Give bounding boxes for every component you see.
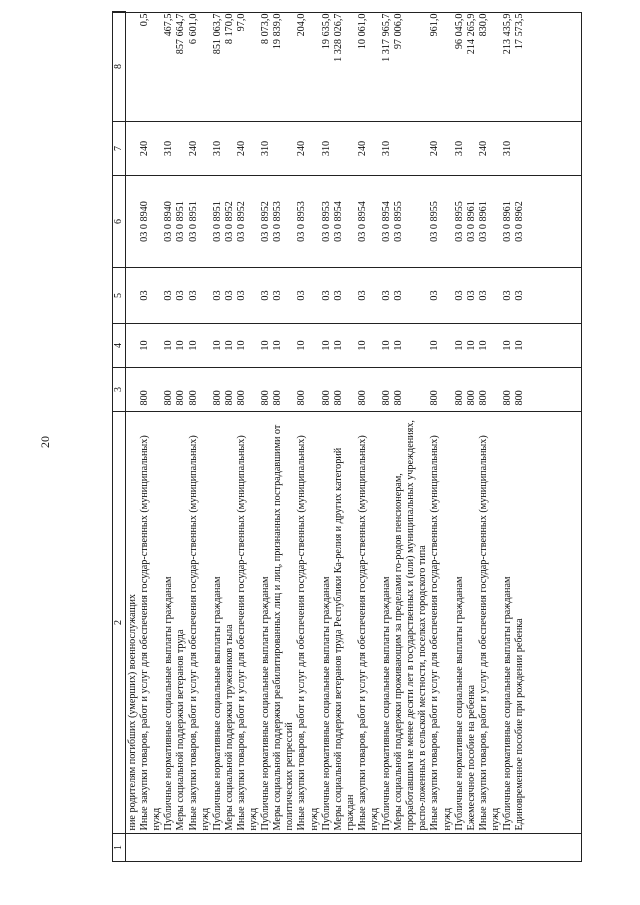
row-subsection-cell: 03: [477, 290, 489, 301]
row-amount-cell: 97 006,0: [393, 13, 405, 50]
row-target-code-cell: 03 0 8955: [453, 201, 465, 242]
row-subsection-cell: 03: [272, 290, 284, 301]
row-target-code-cell: 03 0 8951: [211, 201, 223, 242]
row-amount-cell: 851 063,7: [211, 13, 223, 55]
row-name-cell: Иные закупки товаров, работ и услуг для обеспечения государ-ственных (муниципальных) нужд: [296, 435, 320, 831]
row-subsection-cell: 03: [223, 290, 235, 301]
row-section-cell: 10: [296, 340, 308, 351]
row-admin-code-cell: 800: [393, 390, 405, 406]
row-name-cell: Иные закупки товаров, работ и услуг для обеспечения государ-ственных (муниципальных) нужд: [139, 435, 163, 831]
row-number-cell: [321, 834, 333, 862]
row-admin-code-cell: 800: [223, 390, 235, 406]
row-subsection-cell: 03: [320, 290, 332, 301]
row-section-cell: 10: [453, 340, 465, 351]
row-number-cell: [381, 834, 393, 862]
row-number-cell: [454, 834, 466, 862]
row-target-code-cell: 03 0 8953: [272, 201, 284, 242]
row-target-code-cell: 03 0 8955: [393, 201, 405, 242]
header-cell-1: 1: [113, 834, 126, 862]
row-section-cell: 10: [175, 340, 187, 351]
row-target-code-cell: 03 0 8952: [223, 201, 235, 242]
table-body: [126, 12, 527, 862]
header-cell-5: 5: [113, 268, 126, 324]
row-name-cell: Публичные нормативные социальные выплаты гражданам: [163, 576, 175, 831]
row-section-cell: 10: [477, 340, 489, 351]
row-name-cell: Меры социальной поддержки ветеранов труда: [175, 629, 187, 831]
table-row: [478, 12, 502, 862]
row-amount-cell: 204,0: [296, 13, 308, 37]
row-amount-cell: 0,5: [139, 13, 151, 27]
row-target-code-cell: 03 0 8961: [477, 201, 489, 242]
row-amount-cell: 214 265,9: [465, 13, 477, 55]
row-section-cell: 10: [429, 340, 441, 351]
row-name-cell: Ежемесячное пособие на ребенка: [465, 684, 477, 831]
row-amount-cell: 830,0: [477, 13, 489, 37]
row-amount-cell: 96 045,0: [453, 13, 465, 50]
row-name-cell: Меры социальной поддержки реабилитированных лиц и лиц, признанных пострадавшими от политических репрессий: [272, 424, 296, 831]
header-cell-4: 4: [113, 324, 126, 368]
row-name-cell: Публичные нормативные социальные выплаты гражданам: [320, 576, 332, 831]
row-expense-type-cell: 310: [453, 140, 465, 157]
table-row: [429, 12, 453, 862]
row-section-cell: 10: [223, 340, 235, 351]
row-amount-cell: [126, 12, 140, 122]
page-number: 20: [38, 436, 52, 448]
table-row: [514, 12, 526, 862]
row-name-cell: Иные закупки товаров, работ и услуг для обеспечения государ-ственных (муниципальных) нужд: [429, 435, 453, 831]
table-header-row: [113, 12, 126, 862]
row-subsection-cell: 03: [502, 290, 513, 301]
row-name-cell: Меры социальной поддержки ветеранов труда Республики Ка-релия и других категорий граждан: [332, 447, 356, 831]
row-name-cell: Единовременное пособие при рождении ребенка: [514, 618, 526, 831]
table-row: [296, 12, 320, 862]
row-admin-code-cell: 800: [332, 390, 344, 406]
row-target-code-cell: 03 0 8951: [187, 201, 199, 242]
row-name-cell: Меры социальной поддержки проживающим за пределами го-родов пенсионерам, проработавшим не менее десяти лет в государственных и (или) муниципальных учреждениях, распо-ложенных в сельской местности, поселках городского типа: [393, 420, 429, 831]
row-expense-type-cell: 240: [296, 140, 308, 157]
row-subsection-cell: 03: [453, 290, 465, 301]
row-admin-code-cell: [126, 368, 140, 412]
row-number-cell: [272, 834, 296, 862]
row-amount-cell: 8 170,0: [223, 13, 235, 45]
row-expense-type-cell: 310: [381, 140, 393, 157]
row-expense-type-cell: 310: [260, 140, 272, 157]
row-subsection-cell: 03: [393, 290, 405, 301]
table-row: [188, 12, 212, 862]
row-amount-cell: 961,0: [429, 13, 441, 37]
row-amount-cell: 1 328 026,7: [332, 13, 344, 62]
row-admin-code-cell: 800: [272, 390, 284, 406]
row-target-code-cell: 03 0 8952: [235, 201, 247, 242]
table-row: [393, 12, 429, 862]
row-amount-cell: 8 073,0: [260, 13, 272, 45]
row-name-cell: Публичные нормативные социальные выплаты гражданам: [260, 576, 272, 831]
row-section-cell: 10: [393, 340, 405, 351]
row-section-cell: 10: [465, 340, 477, 351]
row-expense-type-cell: 240: [477, 140, 489, 157]
row-amount-cell: 1 317 965,7: [381, 13, 393, 62]
budget-table: [112, 11, 526, 862]
row-expense-type-cell: [466, 122, 478, 176]
row-section-cell: 10: [187, 340, 199, 351]
row-expense-type-cell: [333, 122, 357, 176]
table-row: [357, 12, 381, 862]
header-cell-7: 7: [113, 122, 126, 176]
row-number-cell: [175, 834, 187, 862]
row-target-code-cell: 03 0 8940: [139, 201, 151, 242]
row-name-cell: Иные закупки товаров, работ и услуг для обеспечения государ-ственных (муниципальных) нужд: [477, 435, 501, 831]
row-section-cell: 10: [356, 340, 368, 351]
row-amount-cell: 213 435,9: [502, 13, 513, 55]
row-name-cell: Публичные нормативные социальные выплаты гражданам: [381, 576, 393, 831]
row-section-cell: 10: [502, 340, 513, 351]
row-number-cell: [163, 834, 175, 862]
row-expense-type-cell: [175, 122, 187, 176]
row-admin-code-cell: 800: [260, 390, 272, 406]
row-subsection-cell: 03: [260, 290, 272, 301]
row-name-cell: Публичные нормативные социальные выплаты гражданам: [453, 576, 465, 831]
row-target-code-cell: [126, 176, 140, 268]
row-number-cell: [212, 834, 224, 862]
row-section-cell: 10: [514, 340, 526, 351]
row-amount-cell: 97,0: [235, 13, 247, 32]
row-admin-code-cell: 800: [139, 390, 151, 406]
row-expense-type-cell: 310: [502, 140, 513, 157]
row-section-cell: 10: [260, 340, 272, 351]
row-name-cell: Меры социальной поддержки тружеников тыла: [223, 624, 235, 831]
row-subsection-cell: 03: [139, 290, 151, 301]
row-subsection-cell: 03: [163, 290, 175, 301]
row-target-code-cell: 03 0 8940: [163, 201, 175, 242]
table-row: [272, 12, 296, 862]
row-admin-code-cell: 800: [502, 390, 513, 406]
row-expense-type-cell: 240: [235, 140, 247, 157]
row-admin-code-cell: 800: [296, 390, 308, 406]
row-target-code-cell: 03 0 8953: [296, 201, 308, 242]
table-row: [236, 12, 260, 862]
row-admin-code-cell: 800: [356, 390, 368, 406]
table-row: [321, 12, 333, 862]
row-name-cell: Иные закупки товаров, работ и услуг для обеспечения государ-ственных (муниципальных) нужд: [187, 435, 211, 831]
row-number-cell: [357, 834, 381, 862]
table-row: [502, 12, 514, 862]
row-target-code-cell: 03 0 8954: [381, 201, 393, 242]
row-admin-code-cell: 800: [381, 390, 393, 406]
header-cell-6: 6: [113, 176, 126, 268]
row-section-cell: 10: [272, 340, 284, 351]
table-row: [139, 12, 163, 862]
row-expense-type-cell: 240: [187, 140, 199, 157]
table-row: [260, 12, 272, 862]
row-amount-cell: 6 601,0: [187, 13, 199, 45]
row-section-cell: 10: [332, 340, 344, 351]
row-subsection-cell: 03: [211, 290, 223, 301]
row-name-cell: Публичные нормативные социальные выплаты гражданам: [211, 576, 223, 831]
row-subsection-cell: 03: [514, 290, 526, 301]
row-name-cell: ние родителям погибших (умерших) военнослужащих: [127, 593, 139, 831]
row-section-cell: 10: [381, 340, 393, 351]
row-admin-code-cell: 800: [465, 390, 477, 406]
row-admin-code-cell: 800: [477, 390, 489, 406]
table-row: [466, 12, 478, 862]
table-row: [333, 12, 357, 862]
row-name-cell: Иные закупки товаров, работ и услуг для обеспечения государ-ственных (муниципальных) нужд: [356, 435, 380, 831]
table-row: [454, 12, 466, 862]
row-section-cell: 10: [139, 340, 151, 351]
table-row: [224, 12, 236, 862]
row-number-cell: [126, 834, 140, 862]
row-subsection-cell: 03: [429, 290, 441, 301]
row-admin-code-cell: 800: [320, 390, 332, 406]
row-admin-code-cell: 800: [429, 390, 441, 406]
row-number-cell: [260, 834, 272, 862]
row-name-cell: Иные закупки товаров, работ и услуг для обеспечения государ-ственных (муниципальных) нужд: [235, 435, 260, 831]
row-target-code-cell: 03 0 8955: [429, 201, 441, 242]
row-subsection-cell: 03: [332, 290, 344, 301]
row-target-code-cell: 03 0 8953: [320, 201, 332, 242]
row-number-cell: [429, 834, 453, 862]
row-admin-code-cell: 800: [175, 390, 187, 406]
row-expense-type-cell: [224, 122, 236, 176]
row-subsection-cell: 03: [296, 290, 308, 301]
table-row: [175, 12, 187, 862]
row-subsection-cell: 03: [235, 290, 247, 301]
row-amount-cell: 10 061,0: [356, 13, 368, 50]
row-target-code-cell: 03 0 8961: [502, 201, 513, 242]
row-expense-type-cell: 310: [163, 140, 175, 157]
table-row: [126, 12, 140, 862]
row-target-code-cell: 03 0 8952: [260, 201, 272, 242]
row-admin-code-cell: 800: [514, 390, 526, 406]
row-amount-cell: 17 573,5: [514, 13, 526, 50]
row-subsection-cell: 03: [465, 290, 477, 301]
row-expense-type-cell: [126, 122, 140, 176]
row-subsection-cell: 03: [187, 290, 199, 301]
row-name-cell: Публичные нормативные социальные выплаты гражданам: [502, 576, 513, 831]
row-subsection-cell: [126, 268, 140, 324]
row-section-cell: 10: [320, 340, 332, 351]
row-expense-type-cell: 240: [429, 140, 441, 157]
row-number-cell: [514, 834, 526, 862]
row-admin-code-cell: 800: [235, 390, 247, 406]
row-number-cell: [502, 834, 514, 862]
header-cell-3: 3: [113, 368, 126, 412]
row-subsection-cell: 03: [175, 290, 187, 301]
row-amount-cell: 467,5: [163, 13, 175, 37]
table-row: [381, 12, 393, 862]
row-expense-type-cell: [514, 122, 526, 176]
row-target-code-cell: 03 0 8951: [175, 201, 187, 242]
row-section-cell: 10: [163, 340, 175, 351]
row-expense-type-cell: 310: [211, 140, 223, 157]
row-number-cell: [393, 834, 429, 862]
row-subsection-cell: 03: [356, 290, 368, 301]
row-subsection-cell: 03: [381, 290, 393, 301]
row-expense-type-cell: [272, 122, 296, 176]
row-section-cell: 10: [235, 340, 247, 351]
row-amount-cell: 857 664,7: [175, 13, 187, 55]
row-expense-type-cell: 240: [139, 140, 151, 157]
row-target-code-cell: 03 0 8961: [465, 201, 477, 242]
row-number-cell: [478, 834, 502, 862]
table-row: [163, 12, 175, 862]
row-target-code-cell: 03 0 8954: [332, 201, 344, 242]
row-amount-cell: 19 635,0: [320, 13, 332, 50]
row-expense-type-cell: [393, 122, 429, 176]
row-target-code-cell: 03 0 8954: [356, 201, 368, 242]
row-target-code-cell: 03 0 8962: [514, 201, 526, 242]
row-section-cell: [126, 324, 140, 368]
row-admin-code-cell: 800: [163, 390, 175, 406]
row-number-cell: [139, 834, 163, 862]
row-admin-code-cell: 800: [211, 390, 223, 406]
row-admin-code-cell: 800: [187, 390, 199, 406]
rotated-table-wrapper: [112, 12, 582, 862]
row-section-cell: 10: [211, 340, 223, 351]
row-number-cell: [296, 834, 320, 862]
row-expense-type-cell: 240: [356, 140, 368, 157]
row-number-cell: [236, 834, 260, 862]
row-admin-code-cell: 800: [453, 390, 465, 406]
row-number-cell: [333, 834, 357, 862]
header-cell-8: 8: [113, 12, 126, 122]
header-cell-2: 2: [113, 412, 126, 834]
row-number-cell: [466, 834, 478, 862]
row-amount-cell: 19 839,0: [272, 13, 284, 50]
table-row: [212, 12, 224, 862]
row-expense-type-cell: 310: [320, 140, 332, 157]
row-number-cell: [188, 834, 212, 862]
row-number-cell: [224, 834, 236, 862]
